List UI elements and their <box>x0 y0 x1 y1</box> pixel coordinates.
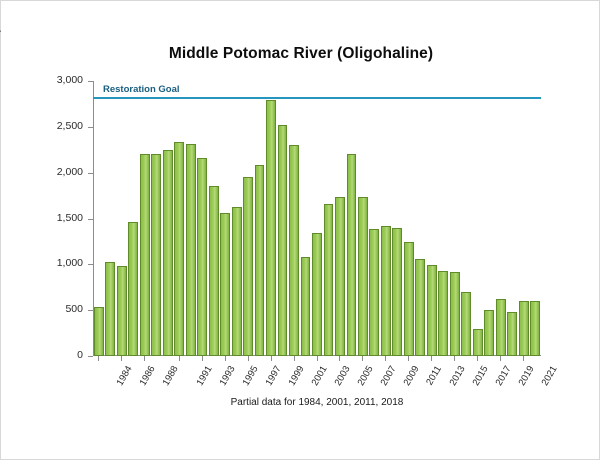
bar <box>186 144 196 356</box>
x-tick-label: 2005 <box>355 364 376 388</box>
x-tick-mark <box>431 356 432 361</box>
x-tick-mark <box>271 356 272 361</box>
bar <box>358 197 368 357</box>
x-tick-label: 2021 <box>539 364 560 388</box>
bar <box>220 213 230 356</box>
y-tick-label: 2,000 <box>56 165 83 178</box>
x-tick-label: 2001 <box>309 364 330 388</box>
bar <box>404 242 414 356</box>
y-tick-label: 0 <box>77 349 83 361</box>
x-tick-mark <box>477 356 478 361</box>
x-tick-mark <box>294 356 295 361</box>
x-tick-mark <box>454 356 455 361</box>
plot-area <box>56 74 560 388</box>
bar <box>117 266 127 356</box>
x-tick-mark <box>523 356 524 361</box>
chart-footnote: Partial data for 1984, 2001, 2011, 2018 <box>230 397 404 408</box>
x-tick-label: 1995 <box>240 364 261 388</box>
restoration-goal-label: Restoration Goal <box>103 84 180 96</box>
x-tick-mark <box>385 356 386 361</box>
y-tick-mark <box>88 310 93 311</box>
bar <box>140 154 150 356</box>
bar <box>519 301 529 356</box>
y-tick-mark <box>88 264 93 265</box>
x-tick-label: 1988 <box>160 364 181 388</box>
x-tick-label: 2009 <box>401 364 422 388</box>
y-tick-label: 1,500 <box>56 211 83 224</box>
y-tick-mark <box>88 356 93 357</box>
bar <box>105 262 115 356</box>
bar <box>461 292 471 356</box>
x-tick-label: 1997 <box>263 364 284 388</box>
x-tick-mark <box>202 356 203 361</box>
bar <box>243 177 253 356</box>
bar <box>369 229 379 356</box>
bar <box>266 100 276 356</box>
y-tick-mark <box>88 127 93 128</box>
bar <box>496 299 506 356</box>
bar <box>94 307 104 357</box>
x-tick-label: 1999 <box>286 364 307 388</box>
x-tick-label: 2011 <box>424 364 444 388</box>
y-tick-mark <box>88 81 93 82</box>
bar <box>381 226 391 356</box>
x-tick-label: 1984 <box>114 364 135 388</box>
x-tick-label: 1993 <box>217 364 238 388</box>
x-tick-mark <box>121 356 122 361</box>
bar <box>347 154 357 356</box>
x-tick-mark <box>98 356 99 361</box>
y-tick-label: 1,000 <box>56 257 83 270</box>
bar <box>415 259 425 356</box>
x-tick-label: 1986 <box>137 364 158 388</box>
chart-title: Middle Potomac River (Oligohaline) <box>168 45 434 62</box>
bar <box>163 150 173 356</box>
y-tick-mark <box>88 219 93 220</box>
bar <box>128 222 138 356</box>
bar <box>209 186 219 357</box>
bar <box>473 329 483 356</box>
x-tick-mark <box>362 356 363 361</box>
x-tick-mark <box>248 356 249 361</box>
bar <box>530 301 540 356</box>
y-tick-label: 500 <box>65 303 83 316</box>
x-tick-mark <box>144 356 145 361</box>
x-tick-mark <box>179 356 180 361</box>
y-tick-label: 3,000 <box>56 74 83 86</box>
bar <box>174 142 184 356</box>
x-tick-mark <box>408 356 409 361</box>
restoration-goal-line <box>93 97 541 99</box>
x-tick-label: 1991 <box>194 364 215 388</box>
y-tick-label: 2,500 <box>56 119 83 132</box>
y-axis-title <box>0 0 1 97</box>
bar <box>289 145 299 356</box>
x-tick-label: 2017 <box>493 364 514 388</box>
bar <box>427 265 437 356</box>
x-tick-label: 2003 <box>332 364 353 388</box>
bar <box>255 165 265 356</box>
bar <box>392 228 402 356</box>
bar <box>507 312 517 356</box>
bar <box>232 207 242 356</box>
bar <box>450 272 460 356</box>
bar <box>438 271 448 356</box>
bar <box>197 158 207 356</box>
y-tick-mark <box>88 173 93 174</box>
x-tick-mark <box>317 356 318 361</box>
bar <box>335 197 345 356</box>
x-tick-label: 2019 <box>516 364 537 388</box>
bar <box>484 310 494 356</box>
bar <box>301 257 311 356</box>
x-tick-mark <box>339 356 340 361</box>
x-tick-label: 2007 <box>378 364 399 388</box>
bar <box>324 204 334 356</box>
x-tick-mark <box>500 356 501 361</box>
x-tick-label: 2015 <box>470 364 491 388</box>
bar <box>312 233 322 356</box>
x-tick-mark <box>225 356 226 361</box>
bar <box>151 154 161 356</box>
x-tick-label: 2013 <box>447 364 468 388</box>
bar <box>278 125 288 356</box>
